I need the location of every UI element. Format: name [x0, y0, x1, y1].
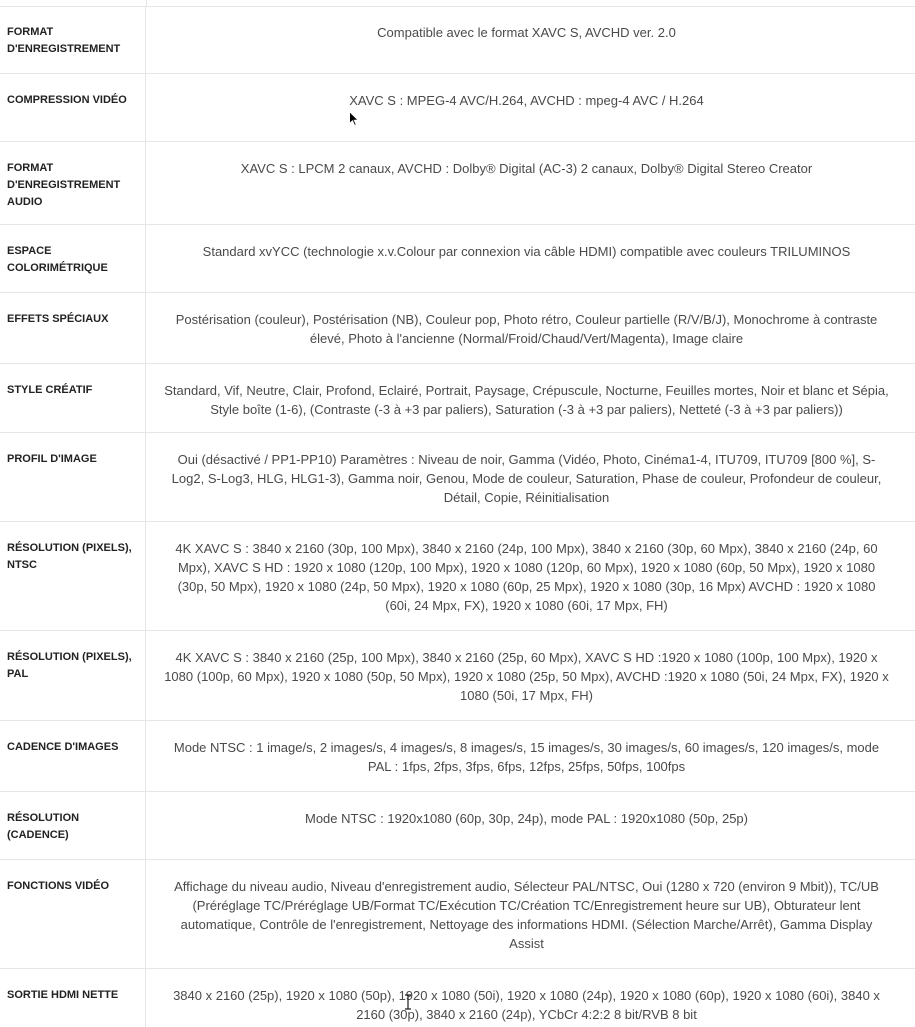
spec-label: FONCTIONS VIDÉO — [0, 860, 146, 968]
spec-value: Mode NTSC : 1 image/s, 2 images/s, 4 images/s, 8 images/s, 15 images/s, 30 images/s, 60 images/s, 120 images/s, mode PAL : 1fps, 2fps, 3fps, 6fps, 12fps, 25fps, 50fps, 100fps — [173, 740, 880, 774]
spec-value: Standard xvYCC (technologie x.v.Colour par connexion via câble HDMI) compatible avec couleurs TRILUMINOS — [202, 244, 851, 259]
spec-value: XAVC S : LPCM 2 canaux, AVCHD : Dolby® Digital (AC-3) 2 canaux, Dolby® Digital Stereo Creator — [240, 161, 813, 176]
spec-label: STYLE CRÉATIF — [0, 364, 146, 432]
spec-value: Postérisation (couleur), Postérisation (NB), Couleur pop, Photo rétro, Couleur partielle (R/V/B/J), Monochrome à contraste élevé, Photo à l'ancienne (Normal/Froid/Chaud/Vert/Magenta), Image claire — [175, 312, 878, 346]
spec-value: Standard, Vif, Neutre, Clair, Profond, Eclairé, Portrait, Paysage, Crépuscule, Nocturne, Feuilles mortes, Noir et blanc et Sépia, Style boîte (1-6), (Contraste (-3 à +3 par paliers), Saturation (-3 à +3 par paliers), Netteté (-3 à +3 par paliers)) — [164, 383, 889, 417]
spec-row-compression-video — [0, 74, 915, 142]
mouse-pointer-icon — [349, 111, 359, 127]
spec-label: PROFIL D'IMAGE — [0, 433, 146, 521]
spec-value: Affichage du niveau audio, Niveau d'enregistrement audio, Sélecteur PAL/NTSC, Oui (1280 x 720 (environ 9 Mbit)), TC/UB (Préréglage TC/Préréglage UB/Format TC/Exécution TC/Création TC/Enregistrement heure sur UB), Obturateur lent automatique, Contrôle de l'enregistrement, Nettoyage des informations HDMI. (Sélection Marche/Arrêt), Gamma Display Assist — [174, 879, 879, 951]
spec-row-sortie-hdmi — [0, 969, 915, 1027]
spec-label: COMPRESSION VIDÉO — [0, 74, 146, 141]
spec-label: EFFETS SPÉCIAUX — [0, 293, 146, 363]
spec-row-profil-image — [0, 433, 915, 522]
spec-label: ESPACE COLORIMÉTRIQUE — [0, 225, 146, 292]
spec-value: Compatible avec le format XAVC S, AVCHD ver. 2.0 — [377, 25, 676, 40]
spec-value: Mode NTSC : 1920x1080 (60p, 30p, 24p), mode PAL : 1920x1080 (50p, 25p) — [304, 811, 748, 826]
spec-table — [0, 6, 915, 1027]
spec-value: Oui (désactivé / PP1-PP10) Paramètres : Niveau de noir, Gamma (Vidéo, Photo, Cinéma1-4, ITU709, ITU709 [800 %], S-Log2, S-Log3, HLG, HLG1-3), Gamma noir, Genou, Mode de couleur, Saturation, Phase de couleur, Profondeur de couleur, Détail, Copie, Réinitialisation — [171, 452, 882, 505]
spec-row-style-creatif — [0, 364, 915, 433]
spec-row-format-enregistrement — [0, 6, 915, 74]
spec-label: CADENCE D'IMAGES — [0, 721, 146, 791]
spec-value: 4K XAVC S : 3840 x 2160 (30p, 100 Mpx), 3840 x 2160 (24p, 100 Mpx), 3840 x 2160 (30p, 60 Mpx), 3840 x 2160 (24p, 60 Mpx), XAVC S HD : 1920 x 1080 (120p, 100 Mpx), 1920 x 1080 (120p, 60 Mpx), 1920 x 1080 (60p, 50 Mpx), 1920 x 1080 (30p, 50 Mpx), 1920 x 1080 (24p, 50 Mpx), 1920 x 1080 (60p, 25 Mpx), 1920 x 1080 (30p, 16 Mpx) AVCHD : 1920 x 1080 (60i, 24 Mpx, FX), 1920 x 1080 (60i, 17 Mpx, FH) — [175, 541, 878, 613]
spec-label: FORMAT D'ENREGISTREMENT AUDIO — [0, 142, 146, 224]
text-cursor-icon — [404, 994, 412, 1010]
spec-row-format-audio — [0, 142, 915, 225]
spec-value: 4K XAVC S : 3840 x 2160 (25p, 100 Mpx), 3840 x 2160 (25p, 60 Mpx), XAVC S HD :1920 x 1080 (100p, 100 Mpx), 1920 x 1080 (100p, 60 Mpx), 1920 x 1080 (50p, 50 Mpx), 1920 x 1080 (25p, 50 Mpx), AVCHD :1920 x 1080 (50i, 24 Mpx, FX), 1920 x 1080 (50i, 17 Mpx, FH) — [164, 650, 889, 703]
spec-row-resolution-ntsc — [0, 522, 915, 631]
spec-row-cadence-images — [0, 721, 915, 792]
spec-label: RÉSOLUTION (CADENCE) — [0, 792, 146, 859]
spec-label: RÉSOLUTION (PIXELS), PAL — [0, 631, 146, 720]
spec-label: RÉSOLUTION (PIXELS), NTSC — [0, 522, 146, 630]
spec-row-fonctions-video — [0, 860, 915, 969]
spec-row-espace-colorimetrique — [0, 225, 915, 293]
spec-row-effets-speciaux — [0, 293, 915, 364]
spec-row-resolution-cadence — [0, 792, 915, 860]
spec-value: XAVC S : MPEG-4 AVC/H.264, AVCHD : mpeg-4 AVC / H.264 — [349, 93, 704, 108]
spec-value: 3840 x 2160 (25p), 1920 x 1080 (50p), 1920 x 1080 (50i), 1920 x 1080 (24p), 1920 x 1080 (60p), 1920 x 1080 (60i), 3840 x 2160 (30p), 3840 x 2160 (24p), YCbCr 4:2:2 8 bit/RVB 8 bit — [173, 988, 880, 1022]
spec-label: FORMAT D'ENREGISTREMENT — [0, 6, 146, 73]
spec-label: SORTIE HDMI NETTE — [0, 969, 146, 1027]
spec-row-resolution-pal — [0, 631, 915, 721]
